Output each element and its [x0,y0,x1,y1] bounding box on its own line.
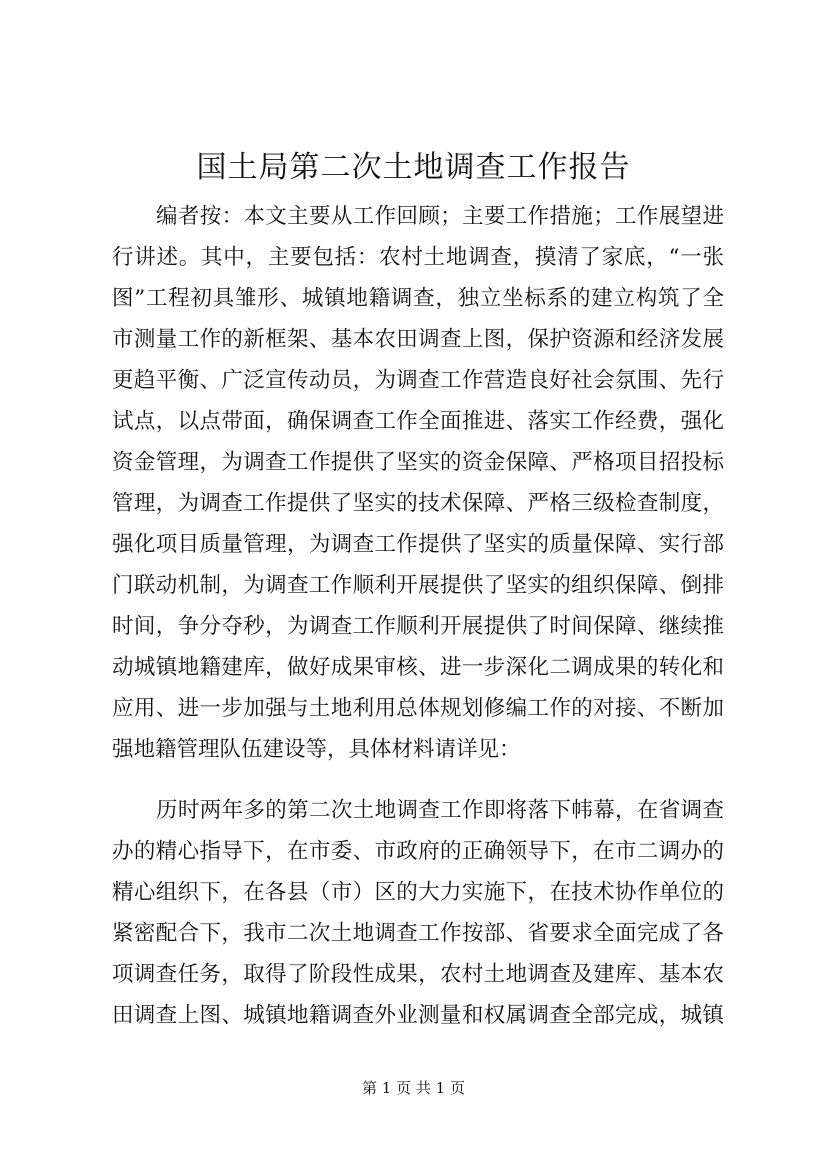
paragraph-line: 强化项目质量管理，为调查工作提供了坚实的质量保障、实行部 [112,532,724,557]
paragraph-line: 项调查任务，取得了阶段性成果，农村土地调查及建库、基本农 [112,962,724,987]
paragraph-line: 门联动机制，为调查工作顺利开展提供了坚实的组织保障、倒排 [112,573,724,598]
paragraph-line: 行讲述。其中，主要包括：农村土地调查，摸清了家底，“一张 [112,245,724,270]
paragraph-line: 办的精心指导下，在市委、市政府的正确领导下，在市二调办的 [112,839,724,864]
report-body-paragraph [112,790,724,1036]
paragraph-line: 管理，为调查工作提供了坚实的技术保障、严格三级检查制度， [112,491,724,516]
paragraph-line: 紧密配合下，我市二次土地调查工作按部、省要求全面完成了各 [112,921,724,946]
document-title: 国土局第二次土地调查工作报告 [196,150,631,185]
paragraph-line: 强地籍管理队伍建设等，具体材料请详见： [112,737,521,762]
paragraph-line: 精心组织下，在各县（市）区的大力实施下，在技术协作单位的 [112,880,724,905]
paragraph-line: 图”工程初具雏形、城镇地籍调查，独立坐标系的建立构筑了全 [112,286,724,311]
paragraph-line: 编者按：本文主要从工作回顾；主要工作措施；工作展望进 [156,204,724,229]
paragraph-line: 试点，以点带面，确保调查工作全面推进、落实工作经费，强化 [112,409,724,434]
paragraph-line: 资金管理，为调查工作提供了坚实的资金保障、严格项目招投标 [112,450,724,475]
editor-note-paragraph [112,196,724,770]
paragraph-line: 市测量工作的新框架、基本农田调查上图，保护资源和经济发展 [112,327,724,352]
page-number-footer: 第 1 页 共 1 页 [362,1079,465,1097]
paragraph-line: 历时两年多的第二次土地调查工作即将落下帏幕，在省调查 [156,798,724,823]
paragraph-line: 应用、进一步加强与土地利用总体规划修编工作的对接、不断加 [112,696,724,721]
paragraph-line: 动城镇地籍建库，做好成果审核、进一步深化二调成果的转化和 [112,655,724,680]
paragraph-line: 田调查上图、城镇地籍调查外业测量和权属调查全部完成，城镇 [112,1003,724,1028]
paragraph-line: 更趋平衡、广泛宣传动员，为调查工作营造良好社会氛围、先行 [112,368,724,393]
paragraph-line: 时间，争分夺秒，为调查工作顺利开展提供了时间保障、继续推 [112,614,724,639]
